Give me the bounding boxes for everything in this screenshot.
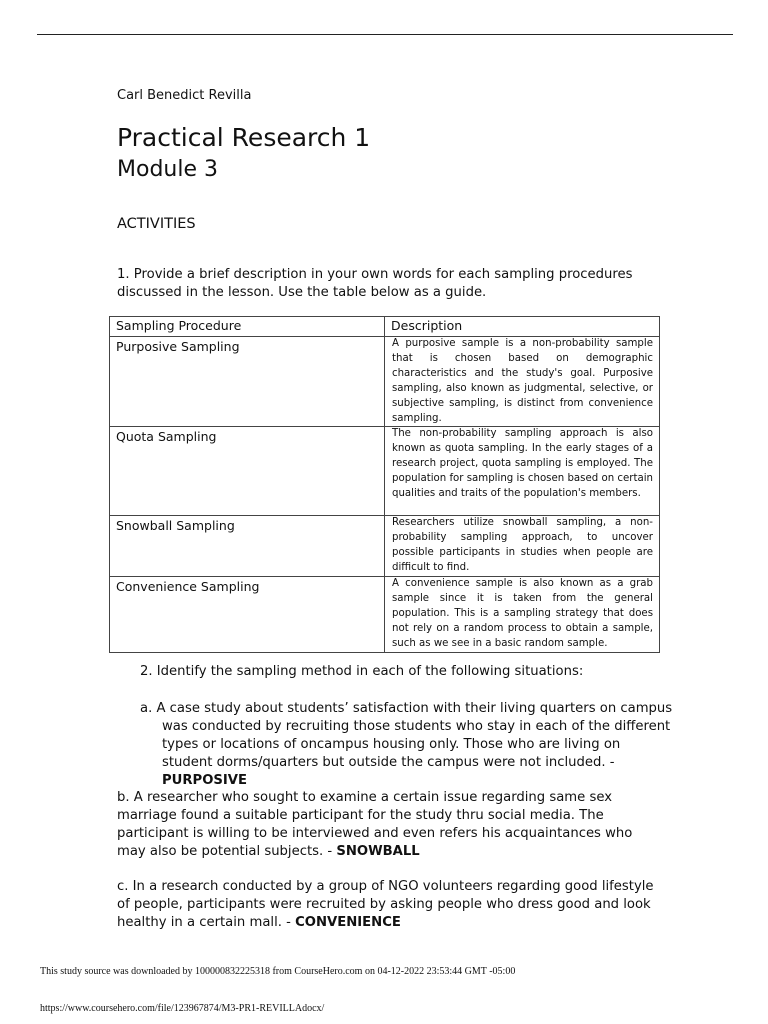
module-subtitle: Module 3 [117, 157, 218, 182]
sampling-table [109, 316, 660, 653]
situation-answer: SNOWBALL [336, 844, 420, 859]
document-title: Practical Research 1 [117, 123, 371, 152]
situation-text: b. A researcher who sought to examine a certain issue regarding same sex marriage found a suitable participant for the study thru social media. The participant is willing to be interviewed and even refers his acquaintances who may also be potential subjects. - [117, 790, 633, 859]
download-source-note: This study source was downloaded by 100000832225318 from CourseHero.com on 04-12-2022 23:53:44 GMT -05:00 [40, 966, 516, 977]
procedure-cell: Purposive Sampling [110, 337, 385, 427]
situation-text: a. A case study about students’ satisfaction with their living quarters on campus was conducted by recruiting those students who stay in each of the different types or locations of oncampus housing only. Those who are living on student dorms/quarters but outside the campus were not included. - [140, 701, 673, 770]
description-cell: A convenience sample is also known as a grab sample since it is taken from the general population. This is a sampling strategy that does not rely on a random process to obtain a sample, such as we see in a basic random sample. [385, 577, 660, 653]
table-header-row [110, 317, 660, 337]
procedure-cell: Snowball Sampling [110, 516, 385, 577]
description-cell: A purposive sample is a non-probability sample that is chosen based on demographic characteristics and the study's goal. Purposive sampling, also known as judgmental, selective, or subjective sampling, is distinct from convenience sampling. [385, 337, 660, 427]
table-row [110, 337, 660, 427]
header-description: Description [385, 317, 660, 337]
question-2: 2. Identify the sampling method in each of the following situations: [140, 664, 584, 679]
description-cell: Researchers utilize snowball sampling, a non-probability sampling approach, to uncover possible participants in studies when people are difficult to find. [385, 516, 660, 577]
description-cell: The non-probability sampling approach is also known as quota sampling. In the early stages of a research project, quota sampling is employed. The population for sampling is chosen based on certain qualities and traits of the population's members. [385, 427, 660, 516]
table-row [110, 577, 660, 653]
situation-answer: CONVENIENCE [295, 915, 401, 930]
procedure-cell: Quota Sampling [110, 427, 385, 516]
author-name: Carl Benedict Revilla [117, 88, 252, 103]
situation-a [140, 700, 674, 790]
situation-b [117, 789, 657, 861]
source-url[interactable]: https://www.coursehero.com/file/123967874/M3-PR1-REVILLAdocx/ [40, 1003, 325, 1014]
header-procedure: Sampling Procedure [110, 317, 385, 337]
question-1: 1. Provide a brief description in your own words for each sampling procedures discussed in the lesson. Use the table below as a guide. [117, 267, 633, 300]
situation-text: c. In a research conducted by a group of NGO volunteers regarding good lifestyle of people, participants were recruited by asking people who dress good and look healthy in a certain mall. - [117, 879, 654, 930]
procedure-cell: Convenience Sampling [110, 577, 385, 653]
section-heading: ACTIVITIES [117, 216, 196, 232]
table-row [110, 516, 660, 577]
table-row [110, 427, 660, 516]
situation-c [117, 878, 657, 932]
situation-answer: PURPOSIVE [162, 773, 248, 788]
top-divider [37, 34, 733, 35]
